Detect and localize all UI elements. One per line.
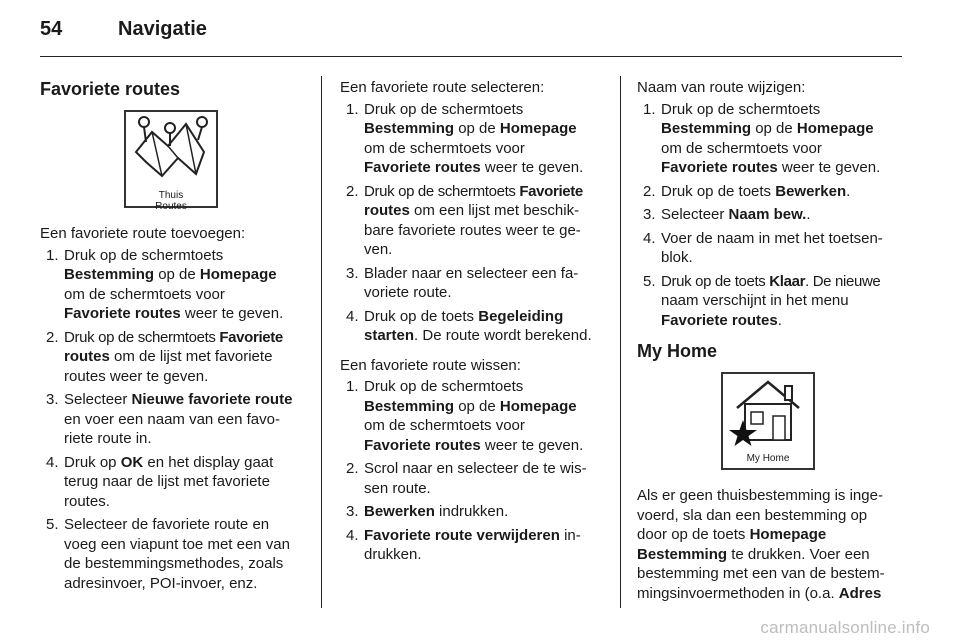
column-divider-1	[321, 76, 322, 608]
watermark: carmanualsonline.info	[760, 618, 930, 637]
list-item: 5. Selecteer de favoriete route en voeg een viapunt toe met een van de bestemmingsmethodes, zoals adresinvoer, POI-invoer, enz.	[46, 516, 290, 592]
intro-rename-route: Naam van route wijzigen:	[637, 79, 806, 96]
intro-delete-favorite-route: Een favoriete route wissen:	[340, 356, 521, 374]
list-select-favorite-route	[340, 100, 608, 346]
section-heading-favorite-routes: Favoriete routes	[40, 79, 181, 99]
list-item: 2. Scrol naar en selecteer de te wis- sen route.	[346, 460, 587, 497]
icon-label-line1: Thuis	[158, 189, 184, 201]
list-item: 4. Druk op de toets Begeleiding starten. De route wordt berekend.	[346, 307, 592, 344]
list-item: 3. Selecteer Nieuwe favoriete route en voer een naam van een favo- riete route in.	[46, 391, 293, 447]
column-1	[40, 78, 308, 603]
list-add-favorite-route	[40, 246, 308, 594]
list-rename-route	[637, 100, 905, 331]
list-item: 1. Druk op de schermtoets Bestemming op de Homepage om de schermtoets voor Favoriete routes weer te geven.	[46, 246, 284, 322]
page-number: 54	[40, 18, 63, 40]
list-item: 4. Favoriete route verwijderen in- drukken.	[346, 526, 581, 563]
list-item: 4. Druk op OK en het display gaat terug naar de lijst met favoriete routes.	[46, 453, 274, 510]
list-item: 2. Druk op de schermtoets Favoriete routes om de lijst met favoriete routes weer te geven.	[46, 328, 283, 385]
list-item: 4. Voer de naam in met het toetsen- blok.	[643, 229, 883, 266]
list-item: 1. Druk op de schermtoets Bestemming op de Homepage om de schermtoets voor Favoriete routes weer te geven.	[346, 378, 584, 454]
my-home-icon-label: My Home	[746, 452, 790, 464]
column-divider-2	[620, 76, 621, 608]
page-section-title: Navigatie	[118, 18, 207, 40]
section-heading-my-home: My Home	[637, 341, 718, 361]
column-3	[637, 78, 905, 603]
list-item: 3. Selecteer Naam bew..	[643, 206, 811, 223]
list-item: 5. Druk op de toets Klaar. De nieuwe naam verschijnt in het menu Favoriete routes.	[643, 272, 881, 329]
icon-label-line2: Routes	[155, 200, 187, 212]
favorite-routes-icon	[124, 110, 218, 212]
list-item: 1. Druk op de schermtoets Bestemming op de Homepage om de schermtoets voor Favoriete routes weer te geven.	[643, 100, 881, 176]
column-2	[340, 78, 608, 575]
folded-map-icon	[126, 112, 216, 182]
my-home-icon	[721, 372, 815, 470]
my-home-paragraph: Als er geen thuisbestemming is inge- voerd, sla dan een bestemming op door op de toets Homepage Bestemming te drukken. Voer een bestemming met een van de bestem- mingsinvoermethoden in (o.a. Adres	[637, 487, 885, 602]
list-item: 3. Blader naar en selecteer een fa- voriete route.	[346, 264, 579, 301]
list-item: 2. Druk op de schermtoets Favoriete routes om een lijst met beschik- bare favoriete routes weer te ge- ven.	[346, 182, 583, 258]
list-item: 3. Bewerken indrukken.	[346, 503, 509, 520]
intro-select-favorite-route: Een favoriete route selecteren:	[340, 79, 545, 96]
list-item: 2. Druk op de toets Bewerken.	[643, 182, 851, 200]
list-item: 1. Druk op de schermtoets Bestemming op de Homepage om de schermtoets voor Favoriete routes weer te geven.	[346, 100, 584, 176]
house-icon	[723, 374, 813, 446]
intro-add-favorite-route: Een favoriete route toevoegen:	[40, 225, 246, 242]
header-rule	[40, 56, 902, 57]
list-delete-favorite-route	[340, 377, 608, 565]
